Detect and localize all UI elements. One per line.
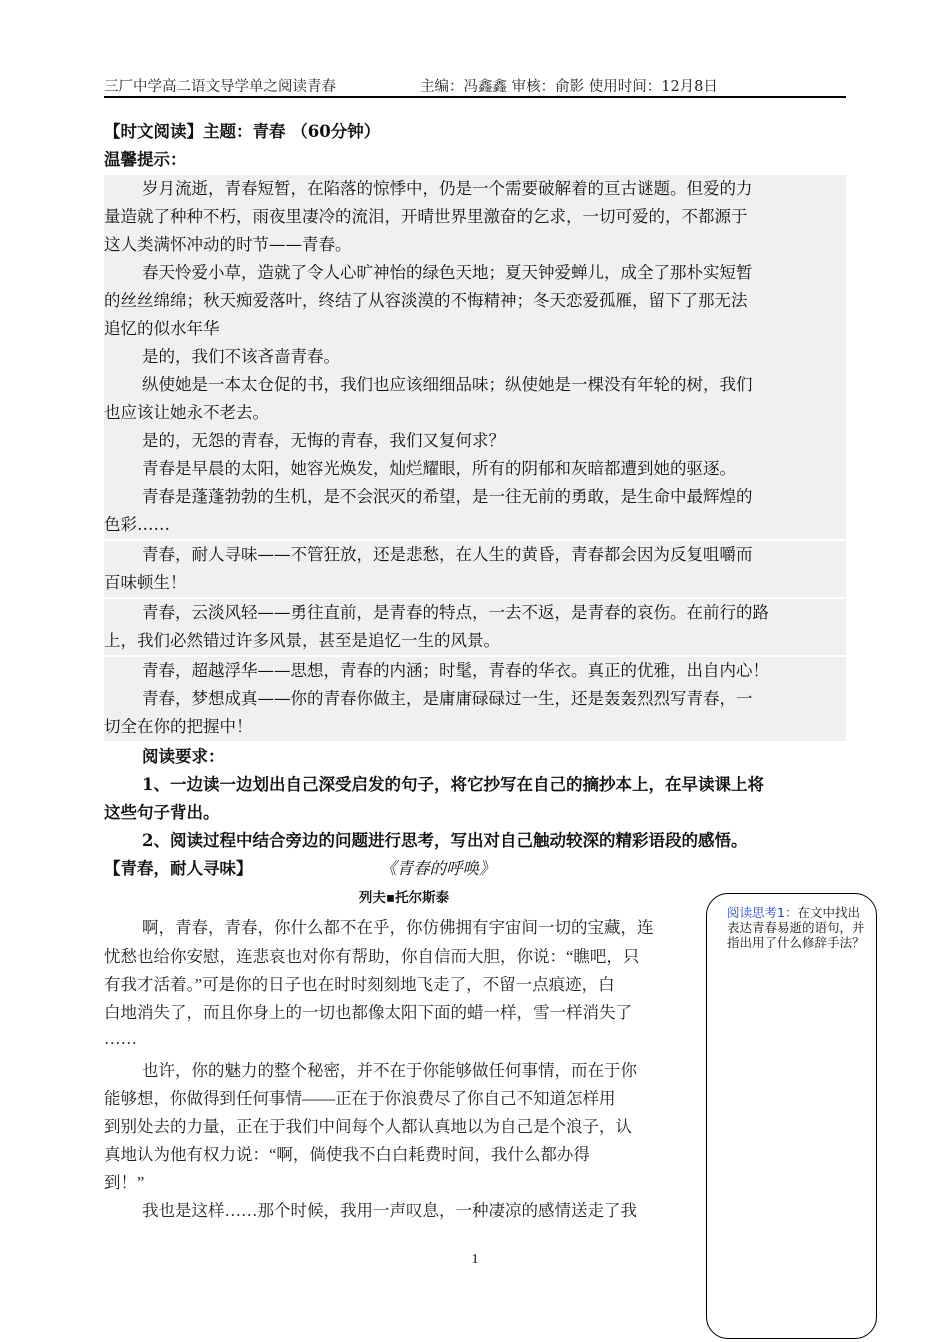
article-line: 能够想，你做得到任何事情——正在于你浪费尽了你自己不知道怎样用 — [104, 1089, 616, 1108]
article-title: 《青春的呼唤》 — [380, 859, 496, 878]
article-line: 白地消失了，而且你身上的一切也都像太阳下面的蜡一样，雪一样消失了 — [104, 1003, 632, 1022]
intro-line: 百味顿生！ — [104, 569, 846, 597]
intro-line: 是的，无怨的青春，无悔的青春，我们又复何求？ — [104, 427, 846, 455]
intro-line: 的丝丝绵绵；秋天痴爱落叶，终结了从容淡漠的不悔精神；冬天恋爱孤雁，留下了那无法 — [104, 287, 846, 315]
intro-line: 切全在你的把握中！ — [104, 713, 846, 741]
intro-line: 也应该让她永不老去。 — [104, 399, 846, 427]
article-line: 有我才活着。”可是你的日子也在时时刻刻地飞走了，不留一点痕迹，白 — [104, 975, 615, 994]
article-line: 忧愁也给你安慰，连悲哀也对你有帮助，你自信而大胆，你说：“瞧吧，只 — [104, 947, 640, 966]
intro-line: 上，我们必然错过许多风景，甚至是追忆一生的风景。 — [104, 627, 846, 655]
reading-question-box — [706, 893, 877, 1339]
article-line: 我也是这样……那个时候，我用一声叹息，一种凄凉的感情送走了我 — [142, 1201, 637, 1220]
tip-label: 温馨提示： — [104, 150, 187, 169]
reading-question-text — [727, 905, 865, 950]
article-line: 真地认为他有权力说：“啊，倘使我不白白耗费时间，我什么都办得 — [104, 1145, 590, 1164]
intro-line: 青春，耐人寻味——不管狂放，还是悲愁，在人生的黄昏，青春都会因为反复咀嚼而 — [104, 541, 846, 569]
article-line: 也许，你的魅力的整个秘密，并不在于你能够做任何事情，而在于你 — [142, 1061, 637, 1080]
intro-line: 追忆的似水年华 — [104, 315, 846, 343]
intro-line: 青春是早晨的太阳，她容光焕发，灿烂耀眼，所有的阴郁和灰暗都遭到她的驱逐。 — [104, 455, 846, 483]
intro-line: 青春是蓬蓬勃勃的生机，是不会泯灭的希望，是一往无前的勇敢，是生命中最辉煌的 — [104, 483, 846, 511]
requirements-label: 阅读要求： — [142, 747, 225, 766]
reading-question-label: 阅读思考1： — [727, 905, 798, 920]
intro-line: 色彩…… — [104, 511, 846, 539]
page-header — [104, 78, 846, 98]
article-line: 到别处去的力量，正在于我们中间每个人都认真地以为自己是个浪子，认 — [104, 1117, 632, 1136]
requirement-line: 2、阅读过程中结合旁边的问题进行思考，写出对自己触动较深的精彩语段的感悟。 — [142, 831, 748, 850]
intro-line: 纵使她是一本太仓促的书，我们也应该细细品味；纵使她是一棵没有年轮的树，我们 — [104, 371, 846, 399]
article-line: 到！” — [104, 1173, 145, 1192]
intro-line: 青春，梦想成真——你的青春你做主，是庸庸碌碌过一生，还是轰轰烈烈写青春，一 — [104, 685, 846, 713]
section-title: 【时文阅读】主题：青春 （60分钟） — [104, 122, 381, 141]
intro-line: 是的，我们不该吝啬青春。 — [104, 343, 846, 371]
requirement-line: 这些句子背出。 — [104, 803, 220, 822]
header-editors: 主编：冯鑫鑫 审核：俞影 使用时间：12月8日 — [420, 79, 718, 95]
page-number: 1 — [471, 1252, 479, 1267]
article-line: …… — [104, 1029, 137, 1048]
intro-line: 岁月流逝，青春短暂，在陷落的惊悸中，仍是一个需要破解着的亘古谜题。但爱的力 — [104, 175, 846, 203]
intro-line: 春天怜爱小草，造就了令人心旷神怡的绿色天地；夏天钟爱蝉儿，成全了那朴实短暂 — [104, 259, 846, 287]
article-author: 列夫▪托尔斯泰 — [358, 890, 450, 906]
article-line: 啊，青春，青春，你什么都不在乎，你仿佛拥有宇宙间一切的宝藏，连 — [142, 918, 654, 937]
article-section-label: 【青春，耐人寻味】 — [104, 859, 253, 878]
intro-line: 这人类满怀冲动的时节——青春。 — [104, 231, 846, 259]
reading-question-body: 在文中找出表达青春易逝的语句，并指出用了什么修辞手法？ — [727, 905, 865, 950]
intro-line: 青春，超越浮华——思想，青春的内涵；时髦，青春的华衣。真正的优雅，出自内心！ — [104, 657, 846, 685]
header-course-title: 三厂中学高二语文导学单之阅读青春 — [104, 79, 336, 95]
intro-line: 青春，云淡风轻——勇往直前，是青春的特点，一去不返，是青春的哀伤。在前行的路 — [104, 599, 846, 627]
requirement-line: 1、一边读一边划出自己深受启发的句子，将它抄写在自己的摘抄本上，在早读课上将 — [142, 775, 764, 794]
article-title-row — [104, 855, 846, 883]
intro-line: 量造就了种种不朽，雨夜里凄冷的流泪，开晴世界里激奋的乞求，一切可爱的，不都源于 — [104, 203, 846, 231]
